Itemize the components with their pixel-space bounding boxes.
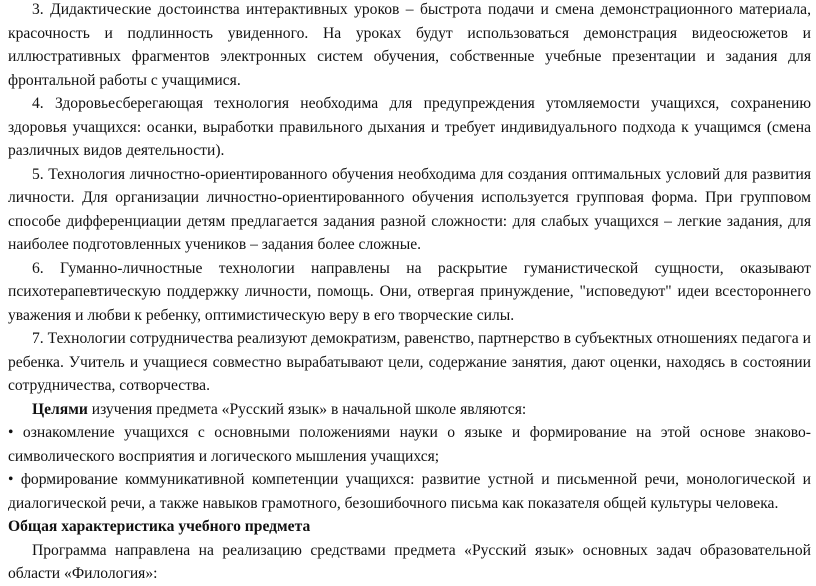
paragraph-humane-personal: 6. Гуманно-личностные технологии направлены на раскрытие гуманистической сущности, оказывают психотерапевтическую поддержку личности, помощь. Они, отвергая принуждение, "исповедуют" идеи всестороннего уважения и любви к ребенку, оптимистическую веру в его творческие силы. bbox=[8, 259, 811, 324]
paragraph-health-saving: 4. Здоровьесберегающая технология необходима для предупреждения утомляемости учащихся, сохранению здоровья учащихся: осанки, выработки правильного дыхания и требует индивидуального подхода к учащимся (смена различных видов деятельности). bbox=[8, 95, 811, 159]
section-heading: Общая характеристика учебного предмета bbox=[8, 518, 311, 535]
goal-item: • формирование коммуникативной компетенции учащихся: развитие устной и письменной речи, монологической и диалогической речи, а также навыков грамотного, безошибочного письма как показателя общей культуры человека. bbox=[8, 471, 811, 512]
section-text: Программа направлена на реализацию средствами предмета «Русский язык» основных задач образовательной области «Филология»: bbox=[8, 541, 811, 582]
paragraph-personal-oriented: 5. Технология личностно-ориентированного обучения необходима для создания оптимальных условий для развития личности. Для организации личностно-ориентированного обучения используется групповая форма. При групповом способе дифференциации детям предлагается задания разной сложности: для слабых учащихся – легкие задания, для наиболее подготовленных учеников – задания более сложные. bbox=[8, 165, 811, 253]
paragraph-didactic: 3. Дидактические достоинства интерактивных уроков – быстрота подачи и смена демонстрационного материала, красочность и подлинность увиденного. На уроках будут использоваться демонстрация видеосюжетов и иллюстративных фрагментов электронных систем обучения, собственные учебные презентации и задания для фронтальной работы с учащимися. bbox=[8, 1, 811, 89]
goal-item: • ознакомление учащихся с основными положениями науки о языке и формирование на этой основе знаково-символического восприятия и логического мышления учащихся; bbox=[8, 424, 811, 465]
goals-intro-text: изучения предмета «Русский язык» в начальной школе являются: bbox=[87, 400, 527, 418]
goals-intro bbox=[8, 398, 811, 422]
goals-label: Целями bbox=[32, 400, 88, 418]
document-page bbox=[8, 0, 811, 586]
paragraph-cooperation: 7. Технологии сотрудничества реализуют демократизм, равенство, партнерство в субъектных отношениях педагога и ребенка. Учитель и учащиеся совместно вырабатывают цели, содержание занятия, дают оценки, находясь в состоянии сотрудничества, сотворчества. bbox=[8, 330, 811, 394]
